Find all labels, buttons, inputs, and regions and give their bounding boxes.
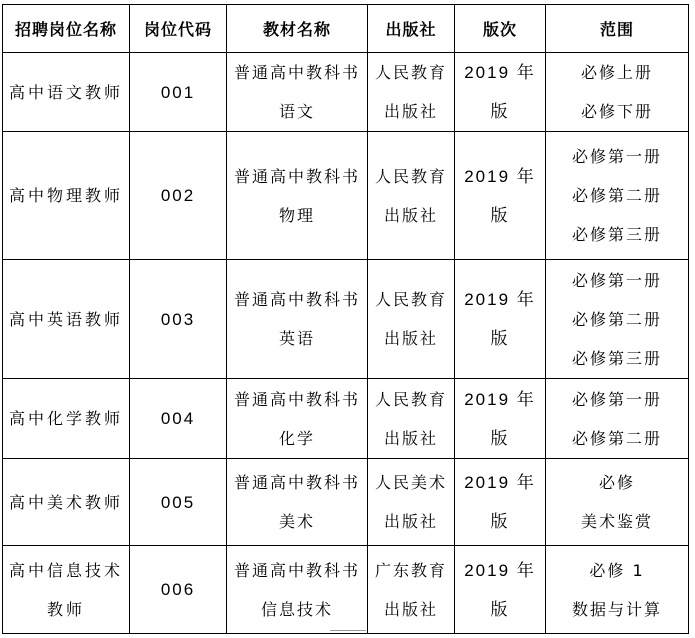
table-row (3, 379, 689, 459)
cell-position (3, 260, 130, 379)
cell-scope-line: 必修第二册 (571, 428, 662, 448)
header-row (3, 5, 689, 53)
cell-textbook (227, 260, 368, 379)
cell-edition (455, 546, 546, 634)
cell-scope-line: 必修第二册 (571, 309, 662, 329)
cell-scope (546, 459, 689, 546)
cell-textbook-line: 语文 (278, 102, 315, 121)
cell-scope-line: 必修第三册 (571, 348, 662, 368)
cell-scope (546, 546, 689, 634)
cell-code-text: 002 (160, 186, 196, 205)
cell-textbook-line: 物理 (278, 205, 315, 225)
cell-code (130, 132, 227, 260)
cell-publisher-line: 出版社 (383, 428, 438, 448)
header-position: 招聘岗位名称 (3, 5, 130, 53)
cell-textbook-line: 化学 (278, 428, 315, 448)
cell-publisher-line: 人民教育 (374, 389, 447, 409)
cell-code-text: 001 (160, 82, 196, 102)
cell-edition-text: 2019 年版 (464, 166, 536, 225)
cell-scope-line: 必修第一册 (571, 147, 662, 166)
cell-code-text: 004 (160, 409, 196, 428)
cell-publisher (368, 53, 455, 132)
cell-textbook-line: 普通高中教科书 (233, 560, 360, 580)
cell-textbook (227, 459, 368, 546)
cell-edition (455, 53, 546, 132)
cell-edition-text: 2019 年版 (464, 290, 536, 348)
cell-publisher (368, 379, 455, 459)
cell-edition (455, 459, 546, 546)
cell-textbook (227, 546, 368, 634)
cell-code-text: 006 (160, 580, 196, 599)
table-row (3, 260, 689, 379)
cell-edition (455, 260, 546, 379)
cell-publisher-line: 人民教育 (374, 166, 447, 186)
cell-code (130, 546, 227, 634)
cell-textbook-line: 普通高中教科书 (233, 166, 360, 186)
cell-scope-line: 必修 1 (589, 560, 645, 580)
cell-scope-line: 数据与计算 (571, 599, 662, 619)
header-edition: 版次 (455, 5, 546, 53)
cell-scope-line: 必修下册 (580, 102, 653, 121)
cell-textbook-line: 美术 (278, 512, 315, 531)
cell-publisher-line: 广东教育 (374, 560, 447, 580)
header-scope: 范围 (546, 5, 689, 53)
cell-position-line: 高中物理教师 (8, 186, 123, 205)
cell-code (130, 260, 227, 379)
cell-scope-line: 必修第二册 (571, 186, 662, 205)
cell-edition (455, 379, 546, 459)
cell-position-line: 教师 (46, 599, 85, 619)
cell-scope (546, 260, 689, 379)
cell-scope-line: 必修第一册 (571, 389, 662, 409)
cell-publisher (368, 546, 455, 634)
cell-scope (546, 132, 689, 260)
header-publisher: 出版社 (368, 5, 455, 53)
cell-publisher (368, 459, 455, 546)
cell-publisher (368, 260, 455, 379)
table-row (3, 459, 689, 546)
cell-position-line: 高中化学教师 (8, 409, 123, 428)
header-code: 岗位代码 (130, 5, 227, 53)
cell-position (3, 546, 130, 634)
cell-textbook (227, 379, 368, 459)
header-textbook: 教材名称 (227, 5, 368, 53)
cell-textbook (227, 53, 368, 132)
cell-textbook (227, 132, 368, 260)
cell-code-text: 003 (160, 309, 196, 329)
cell-position-line: 高中语文教师 (8, 82, 123, 102)
cell-publisher-line: 出版社 (383, 329, 438, 348)
cell-publisher-line: 出版社 (383, 512, 438, 531)
cell-code-text: 005 (160, 492, 196, 512)
cell-position-line: 高中英语教师 (8, 309, 123, 329)
cell-position-line: 高中信息技术 (8, 560, 123, 580)
cell-code (130, 53, 227, 132)
cell-publisher-line: 出版社 (383, 102, 438, 121)
cell-textbook-line: 普通高中教科书 (233, 473, 360, 492)
cell-edition-text: 2019 年版 (464, 389, 536, 448)
cell-publisher-line: 出版社 (383, 205, 438, 225)
cell-publisher-line: 出版社 (383, 599, 438, 619)
cell-scope-line: 必修上册 (580, 63, 653, 82)
cell-scope-line: 美术鉴赏 (580, 512, 653, 531)
cell-edition-text: 2019 年版 (464, 473, 536, 531)
cell-textbook-line: 普通高中教科书 (233, 290, 360, 309)
cell-textbook-line: 普通高中教科书 (233, 389, 360, 409)
cell-scope-line: 必修第三册 (571, 225, 662, 244)
cell-position (3, 53, 130, 132)
textbook-table (2, 4, 689, 634)
cell-publisher-line: 人民美术 (374, 473, 447, 492)
cell-edition (455, 132, 546, 260)
cell-code (130, 379, 227, 459)
cell-code (130, 459, 227, 546)
cell-scope (546, 379, 689, 459)
cell-publisher-line: 人民教育 (374, 290, 447, 309)
cell-scope (546, 53, 689, 132)
table-row (3, 132, 689, 260)
cell-textbook-line: 信息技术 (260, 599, 333, 619)
cell-edition-text: 2019 年版 (464, 560, 536, 619)
cell-publisher (368, 132, 455, 260)
cell-textbook-line: 英语 (278, 329, 315, 348)
cell-position (3, 459, 130, 546)
cell-publisher-line: 人民教育 (374, 63, 447, 82)
cell-position (3, 379, 130, 459)
cell-position-line: 高中美术教师 (8, 492, 123, 512)
cell-textbook-line: 普通高中教科书 (233, 63, 360, 82)
table-row (3, 546, 689, 634)
table-row (3, 53, 689, 132)
cell-edition-text: 2019 年版 (464, 63, 536, 121)
cell-scope-line: 必修第一册 (571, 270, 662, 290)
cell-position (3, 132, 130, 260)
cell-scope-line: 必修 (598, 473, 635, 492)
